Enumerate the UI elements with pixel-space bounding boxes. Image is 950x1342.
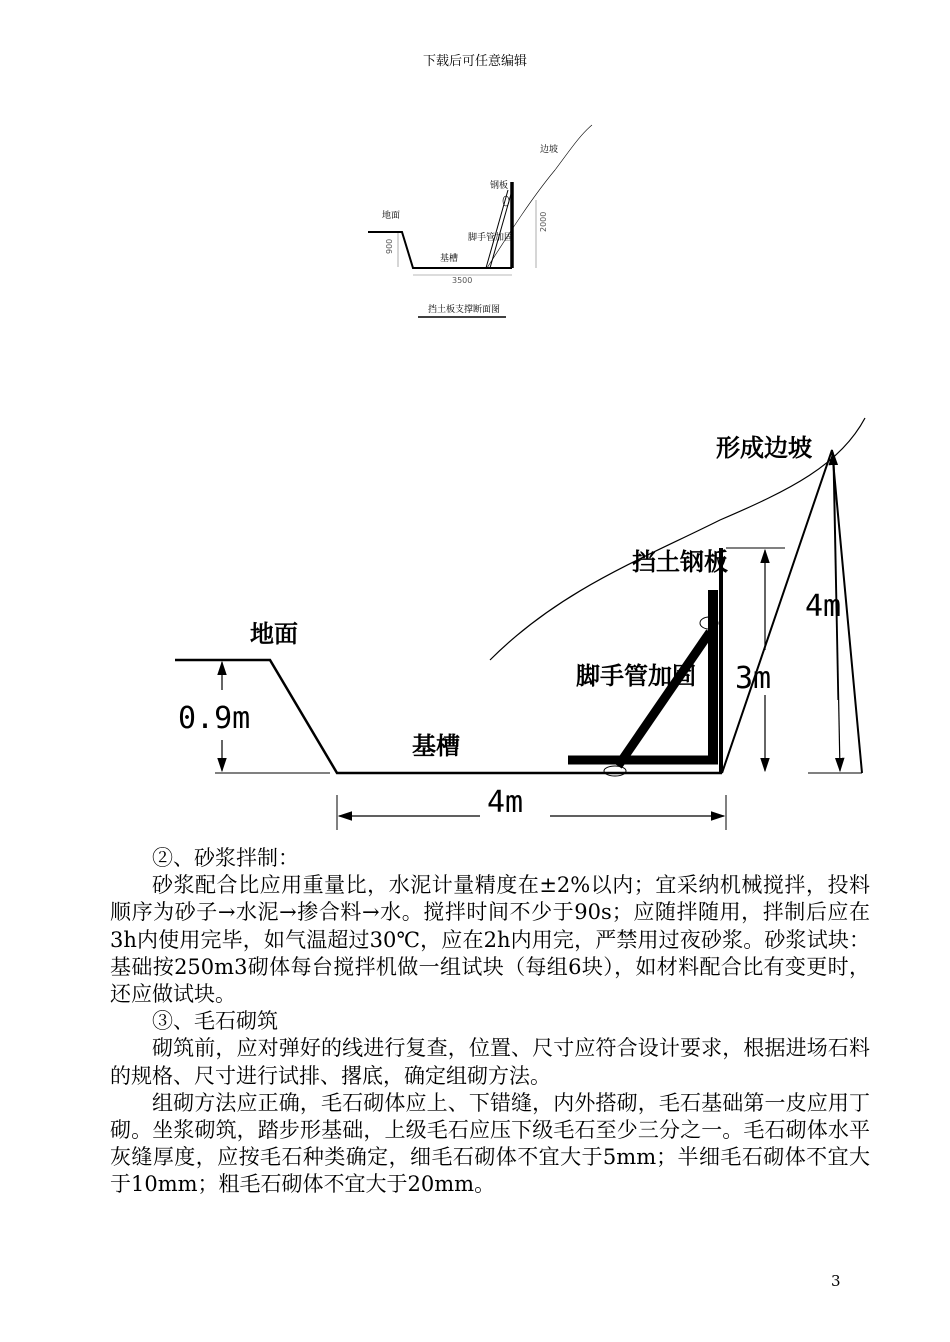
section-heading-masonry: ③、毛石砌筑	[152, 1009, 278, 1034]
joint-bottom	[604, 766, 626, 776]
body-text	[110, 845, 870, 1199]
small-section-diagram	[368, 125, 592, 317]
small-diagram-caption: 挡土板支撑断面图	[428, 305, 501, 315]
small-depth-dim: 900	[385, 238, 394, 254]
paragraph-masonry-method: 组砌方法应正确，毛石砌体应上、下错缝，内外搭砌，毛石基础第一皮应用丁砌。坐浆砌筑，踏步形基础，上级毛石应压下级毛石至少三分之一。毛石砌体水平灰缝厚度，应按毛石种类确定，细毛石砌体不宜大于5mm；半细毛石砌体不宜大于10mm；粗毛石砌体不宜大于20mm。	[110, 1090, 870, 1197]
large-width-dim: 4m	[487, 785, 524, 820]
large-slope-label: 形成边坡	[716, 434, 812, 462]
small-ground-label: 地面	[382, 211, 401, 221]
large-pipe-label: 脚手管加固	[576, 662, 696, 690]
small-plate-label: 钢板	[490, 181, 509, 191]
large-diagonal-brace	[618, 632, 710, 766]
large-height-dim: 3m	[735, 661, 772, 696]
small-pipe-label: 脚手管加固	[468, 233, 514, 243]
small-width-dim: 3500	[452, 276, 473, 285]
small-height-dim: 2000	[539, 211, 548, 232]
large-trench-label: 基槽	[412, 732, 460, 760]
page-number: 3	[831, 1272, 841, 1290]
large-depth-dim: 0.9m	[178, 701, 251, 736]
small-slope-label: 边坡	[540, 145, 559, 155]
large-plate-label: 挡土钢板	[632, 548, 728, 576]
large-section-diagram	[175, 418, 865, 830]
large-slope-dim: 4m	[805, 589, 842, 624]
small-trench-label: 基槽	[440, 254, 459, 264]
large-ground-label: 地面	[250, 620, 298, 648]
small-brace-pipe	[486, 190, 508, 268]
paragraph-masonry-prep: 砌筑前，应对弹好的线进行复查，位置、尺寸应符合设计要求，根据进场石料的规格、尺寸进行试排、撂底，确定组砌方法。	[110, 1036, 870, 1088]
paragraph-mortar: 砂浆配合比应用重量比，水泥计量精度在±2%以内；宜采纳机械搅拌，投料顺序为砂子→水泥→掺合料→水。搅拌时间不少于90s；应随拌随用，拌制后应在3h内使用完毕，如气温超过30℃，应在2h内用完，严禁用过夜砂浆。砂浆试块：基础按250m3砌体每台搅拌机做一组试块（每组6块），如材料配合比有变更时，还应做试块。	[110, 873, 870, 1007]
section-heading-mortar: ②、砂浆拌制：	[152, 846, 299, 870]
page-header: 下载后可任意编辑	[422, 54, 527, 69]
